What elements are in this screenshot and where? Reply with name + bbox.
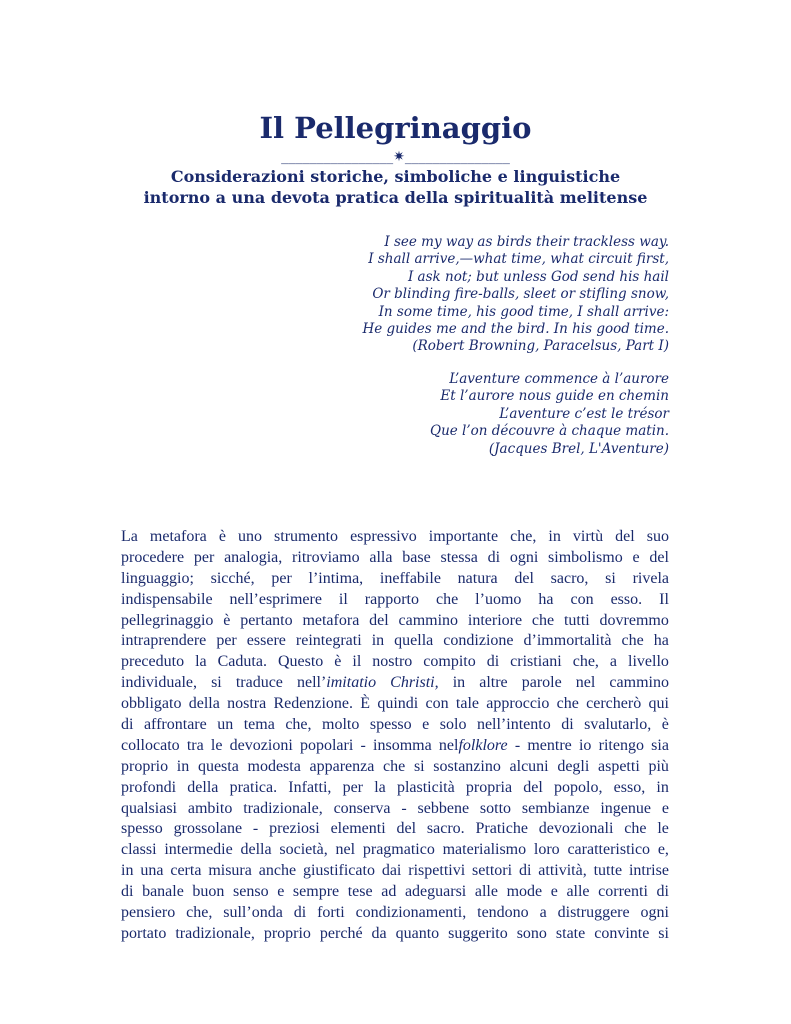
epigraph-line: I ask not; but unless God send his hail xyxy=(407,268,669,285)
body-word: espressivo xyxy=(350,528,417,545)
body-word: reintegrati xyxy=(295,632,362,650)
body-word: esso, xyxy=(613,778,646,796)
body-word: virtù xyxy=(572,528,604,545)
body-word: pertanto xyxy=(240,611,293,629)
body-word: è xyxy=(218,528,226,545)
body-word: procedere xyxy=(121,548,185,566)
body-word: portato xyxy=(121,924,167,942)
body-word: indispensabile xyxy=(121,590,213,608)
body-line xyxy=(121,673,669,694)
body-word: tendono xyxy=(477,904,529,922)
body-word: sacro. xyxy=(426,820,465,838)
body-word: state xyxy=(555,924,586,942)
body-word: popolari xyxy=(299,736,354,754)
body-word: in xyxy=(371,632,385,650)
body-word: - xyxy=(252,820,259,838)
body-word: distruggere xyxy=(557,904,630,922)
body-word: nelfolklore xyxy=(438,736,508,754)
body-word: nostra xyxy=(227,695,267,713)
body-word: simbolismo xyxy=(548,548,623,566)
body-word: cammino xyxy=(609,674,669,692)
body-word: mentre xyxy=(527,736,572,754)
body-word: ha xyxy=(653,632,669,650)
body-word: le xyxy=(210,736,223,754)
body-word: Questo xyxy=(277,653,324,671)
body-word: loro xyxy=(533,841,560,859)
body-word: modesta xyxy=(247,757,301,775)
body-word: pensiero xyxy=(121,904,176,922)
body-word: nell’intento xyxy=(476,716,551,734)
body-word: nostro xyxy=(372,653,413,671)
body-word: affrontare xyxy=(143,716,207,734)
body-word: per xyxy=(216,632,237,650)
body-word: è xyxy=(223,611,231,629)
body-word: per xyxy=(193,548,215,566)
body-line xyxy=(121,715,669,736)
body-word: collocato xyxy=(121,736,180,754)
body-word: intrise xyxy=(628,862,669,880)
body-word: sono xyxy=(516,924,547,942)
body-word: condizione xyxy=(443,632,514,650)
document-title: Il Pellegrinaggio xyxy=(259,111,532,145)
body-word: alla xyxy=(369,548,393,566)
body-word: in xyxy=(176,757,190,775)
body-word: questa xyxy=(197,757,239,775)
body-word: solo xyxy=(439,716,467,734)
body-word: che, xyxy=(186,904,213,922)
body-word: linguaggio; xyxy=(121,569,194,587)
body-word: l’uomo xyxy=(475,590,522,608)
body-line xyxy=(121,694,669,715)
body-word: ha xyxy=(538,590,554,608)
body-word: sembianze xyxy=(521,799,590,817)
subtitle-line-2: intorno a una devota pratica della spiritualità melitense xyxy=(143,188,648,207)
body-word: dai xyxy=(381,862,402,880)
body-word: è xyxy=(334,653,342,671)
body-word: buon xyxy=(192,883,225,901)
body-word: alle xyxy=(566,883,590,901)
epigraph-line: L’aventure commence à l’aurore xyxy=(449,371,669,387)
epigraph-line: He guides me and the bird. In his good time. xyxy=(362,321,669,338)
body-word: livello xyxy=(628,653,669,671)
body-word: si xyxy=(605,569,616,587)
body-word: metafora xyxy=(302,611,360,629)
body-word: - xyxy=(514,736,521,754)
body-word: e xyxy=(422,716,430,734)
body-word: spesso xyxy=(369,716,412,734)
body-word: della xyxy=(187,778,219,796)
body-word: di xyxy=(293,904,307,922)
body-word: qualsiasi xyxy=(121,799,177,817)
body-word: il xyxy=(352,653,362,671)
body-word: sacro, xyxy=(550,569,589,587)
body-word: che xyxy=(621,632,644,650)
epigraph-line: Que l’on découvre à chaque matin. xyxy=(430,423,669,440)
epigraph-browning xyxy=(362,234,669,356)
body-word: sull’onda xyxy=(223,904,283,922)
body-line xyxy=(121,903,669,924)
body-word: giustificato xyxy=(302,862,375,880)
body-word: con xyxy=(570,590,594,608)
body-word: elementi xyxy=(330,820,386,838)
body-word: della xyxy=(188,695,220,713)
body-word: rivela xyxy=(632,569,669,587)
body-word: le xyxy=(657,820,669,838)
body-word: intermedie xyxy=(164,841,233,859)
body-word: ambito xyxy=(187,799,233,817)
body-word: di xyxy=(121,883,134,901)
body-word: che xyxy=(531,611,555,629)
body-word: base xyxy=(402,548,431,566)
body-word: ad xyxy=(381,883,397,901)
body-line xyxy=(121,527,669,548)
document-subtitle xyxy=(0,166,791,208)
body-word: di xyxy=(518,862,532,880)
body-word: pragmatico xyxy=(362,841,435,859)
body-word: società, xyxy=(279,841,328,859)
body-line xyxy=(121,611,669,632)
body-word: compito xyxy=(423,653,476,671)
body-word: insomma xyxy=(373,736,432,754)
body-word: degli xyxy=(557,757,590,775)
body-word: e xyxy=(550,883,558,901)
body-word: sempre xyxy=(292,883,340,901)
body-word: ingenue xyxy=(600,799,651,817)
body-word: con xyxy=(425,695,449,713)
body-word: tese xyxy=(347,883,373,901)
body-word: si xyxy=(413,757,425,775)
body-word: pellegrinaggio xyxy=(121,611,214,629)
body-word: nel xyxy=(575,674,596,692)
body-word: sostanzino xyxy=(433,757,501,775)
body-word: tale xyxy=(455,695,480,713)
body-word: metafora xyxy=(149,528,207,545)
body-word: interiore xyxy=(467,611,523,629)
epigraph-line: In some time, his good time, I shall arrive: xyxy=(378,303,669,320)
body-word: che xyxy=(624,820,647,838)
body-word: devozioni xyxy=(229,736,293,754)
body-word: Pratiche xyxy=(475,820,528,838)
body-word: intraprendere xyxy=(121,632,207,650)
body-line xyxy=(121,757,669,778)
body-word: d’immortalità xyxy=(523,632,612,650)
body-word: di xyxy=(487,548,501,566)
body-word: parole xyxy=(521,674,562,692)
subtitle-line-1: Considerazioni storiche, simboliche e linguistiche xyxy=(170,167,621,186)
body-word: di xyxy=(486,653,500,671)
body-word: strumento xyxy=(274,528,339,545)
body-word: proprio xyxy=(121,757,169,775)
body-word: da xyxy=(371,924,387,942)
body-line xyxy=(121,569,669,590)
body-word: Redenzione. xyxy=(273,695,354,713)
body-word: tema xyxy=(243,716,275,734)
body-word: traduce xyxy=(235,674,283,692)
body-word: adeguarsi xyxy=(404,883,467,901)
body-word: che xyxy=(383,757,406,775)
epigraph-attribution: (Jacques Brel, L'Aventure) xyxy=(488,440,669,457)
body-word: alcuni xyxy=(509,757,549,775)
body-word: perché xyxy=(319,924,363,942)
body-word: caratteristico xyxy=(567,841,651,859)
body-word: misura xyxy=(208,862,252,880)
body-word: tradizionale, xyxy=(243,799,323,817)
body-word: quanto xyxy=(395,924,440,942)
body-word: cristiani xyxy=(510,653,562,671)
body-word: per xyxy=(342,778,364,796)
body-word: condizionamenti, xyxy=(355,904,467,922)
body-word: in xyxy=(656,778,669,796)
body-word: del xyxy=(523,778,543,796)
epigraph-attribution: (Robert Browning, Paracelsus, Part I) xyxy=(412,338,669,355)
body-word: Christi, xyxy=(390,674,439,692)
body-word: la xyxy=(195,653,207,671)
epigraph-line: Et l’aurore nous guide en chemin xyxy=(440,388,669,405)
body-word: del xyxy=(514,569,534,587)
body-word: di xyxy=(121,716,134,734)
body-paragraph xyxy=(121,527,669,945)
body-word: esso. xyxy=(610,590,643,608)
body-word: tutte xyxy=(593,862,623,880)
body-word: sicché, xyxy=(210,569,255,587)
epigraph-line: Or blinding fire-balls, sleet or stifling snow, xyxy=(372,286,669,303)
body-word: e xyxy=(632,548,640,566)
body-word: mode xyxy=(506,883,543,901)
body-word: classi xyxy=(121,841,157,859)
body-word: ogni xyxy=(640,904,669,922)
body-word: e xyxy=(277,883,285,901)
body-word: preziosi xyxy=(269,820,320,838)
body-word: materialismo xyxy=(442,841,527,859)
body-word: la xyxy=(374,778,386,796)
body-word: della xyxy=(240,841,272,859)
body-word: senso xyxy=(233,883,269,901)
body-line xyxy=(121,861,669,882)
body-word: convinte xyxy=(594,924,650,942)
body-word: nel xyxy=(335,841,356,859)
body-word: essere xyxy=(246,632,286,650)
body-word: tradizionale, xyxy=(175,924,255,942)
body-word: nell’esprimere xyxy=(229,590,322,608)
body-word: quella xyxy=(394,632,434,650)
body-word: obbligato xyxy=(121,695,182,713)
body-word: che xyxy=(556,695,579,713)
body-word: e xyxy=(661,799,669,817)
body-word: di xyxy=(656,883,669,901)
body-word: si xyxy=(658,924,669,942)
body-word: del xyxy=(396,820,417,838)
body-word: qui xyxy=(648,695,669,713)
body-word: sia xyxy=(651,736,669,754)
body-word: È xyxy=(360,695,371,713)
body-word: si xyxy=(211,674,222,692)
body-word: Il xyxy=(659,590,669,608)
body-word: alle xyxy=(474,883,498,901)
body-word: una xyxy=(140,862,164,880)
body-line xyxy=(121,590,669,611)
body-word: in xyxy=(548,528,561,545)
body-word: svalutarlo, xyxy=(584,716,652,734)
body-line xyxy=(121,799,669,820)
body-word: suggerito xyxy=(448,924,508,942)
body-word: spesso xyxy=(121,820,163,838)
body-word: aspetti xyxy=(598,757,640,775)
body-word: forti xyxy=(317,904,345,922)
body-word: stessa xyxy=(440,548,478,566)
body-word: cercherò xyxy=(586,695,642,713)
body-word: attività, xyxy=(538,862,587,880)
body-word: - xyxy=(401,799,407,817)
body-word: quindi xyxy=(377,695,419,713)
body-word: molto xyxy=(322,716,360,734)
body-word: analogia, xyxy=(224,548,283,566)
body-line xyxy=(121,548,669,569)
epigraph-line: L’aventure c’est le trésor xyxy=(499,405,669,422)
body-line xyxy=(121,652,669,673)
body-word: sotto xyxy=(479,799,512,817)
body-word: settori xyxy=(472,862,513,880)
body-word: è xyxy=(661,716,669,734)
body-word: in xyxy=(452,674,466,692)
body-line xyxy=(121,736,669,757)
body-word: che, xyxy=(285,716,312,734)
body-word: Infatti, xyxy=(288,778,332,796)
epigraph-line: I see my way as birds their trackless way. xyxy=(384,234,669,250)
body-word: proprio xyxy=(263,924,311,942)
body-word: più xyxy=(648,757,669,775)
body-word: a xyxy=(609,653,618,671)
body-word: apparenza xyxy=(309,757,375,775)
body-word: pratica. xyxy=(229,778,278,796)
body-word: propria xyxy=(465,778,513,796)
body-word: anche xyxy=(258,862,297,880)
body-word: - xyxy=(360,736,366,754)
body-word: che, xyxy=(510,528,537,545)
epigraph-brel xyxy=(430,371,669,458)
body-word: dovremmo xyxy=(599,611,669,629)
body-line xyxy=(121,778,669,799)
title-divider: ________________✷_______________ xyxy=(281,149,510,165)
body-word: rispettivi xyxy=(408,862,466,880)
body-word: plasticità xyxy=(396,778,455,796)
body-word: rapporto xyxy=(364,590,419,608)
body-word: ritroviamo xyxy=(292,548,360,566)
body-word: che, xyxy=(572,653,599,671)
body-word: approccio xyxy=(486,695,550,713)
body-word: devozionali xyxy=(538,820,614,838)
body-word: di xyxy=(561,716,574,734)
body-word: natura xyxy=(457,569,498,587)
body-line xyxy=(121,819,669,840)
body-word: del xyxy=(369,611,389,629)
body-word: grossolane xyxy=(173,820,243,838)
body-word: del xyxy=(649,548,669,566)
body-word: suo xyxy=(646,528,669,545)
body-word: a xyxy=(539,904,547,922)
body-word: ogni xyxy=(509,548,539,566)
body-word: ritengo xyxy=(598,736,644,754)
body-word: ineffabile xyxy=(379,569,441,587)
body-word: il xyxy=(338,590,348,608)
body-line xyxy=(121,631,669,652)
body-word: individuale, xyxy=(121,674,197,692)
body-line xyxy=(121,840,669,861)
body-word: tutti xyxy=(563,611,590,629)
body-word: certa xyxy=(170,862,202,880)
body-word: La xyxy=(121,528,138,545)
body-word: altre xyxy=(479,674,508,692)
body-word: preceduto xyxy=(121,653,185,671)
body-word: uno xyxy=(237,528,262,545)
body-word: che xyxy=(435,590,459,608)
body-word: banale xyxy=(142,883,184,901)
body-word: Caduta. xyxy=(217,653,267,671)
body-word: del xyxy=(615,528,635,545)
body-word: in xyxy=(121,862,134,880)
body-word: popolo, xyxy=(554,778,603,796)
body-word: importante xyxy=(428,528,499,545)
body-word: per xyxy=(271,569,292,587)
body-line xyxy=(121,882,669,903)
body-word: sebbene xyxy=(417,799,470,817)
body-word: profondi xyxy=(121,778,177,796)
body-line xyxy=(121,924,669,945)
body-word: conserva xyxy=(333,799,391,817)
body-word: l’intima, xyxy=(308,569,364,587)
body-word: un xyxy=(217,716,234,734)
body-word: cammino xyxy=(398,611,459,629)
body-word: e, xyxy=(657,841,669,859)
body-word: nell’imitatio xyxy=(296,674,377,692)
body-word: tra xyxy=(186,736,204,754)
epigraph-line: I shall arrive,—what time, what circuit first, xyxy=(368,251,669,268)
body-word: io xyxy=(578,736,592,754)
body-word: correnti xyxy=(598,883,648,901)
